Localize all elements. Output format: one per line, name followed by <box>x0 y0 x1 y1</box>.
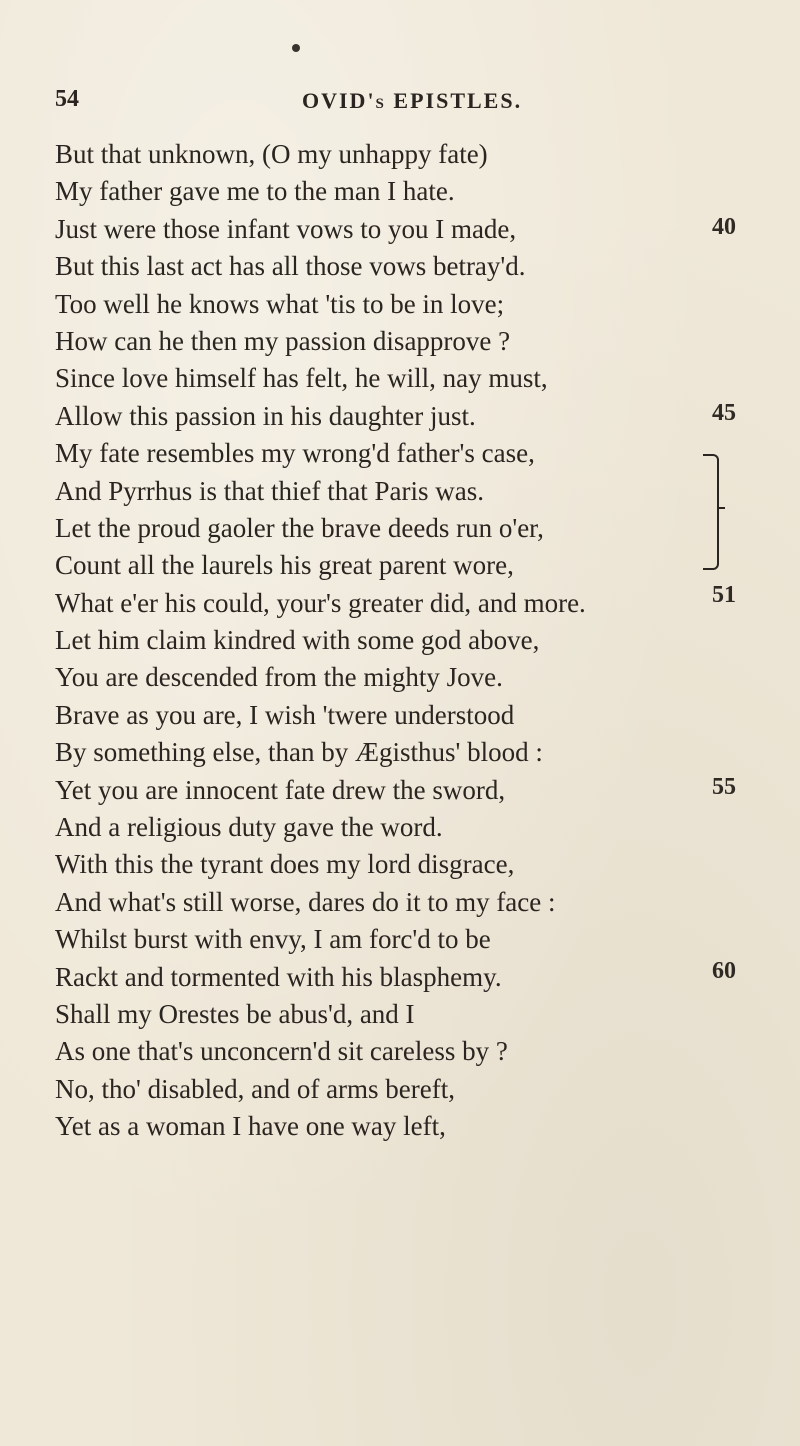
verse-line: With this the tyrant does my lord disgrace, <box>55 849 515 880</box>
verse-line: But this last act has all those vows betray'd. <box>55 251 526 282</box>
verse-line: And what's still worse, dares do it to my face : <box>55 886 556 917</box>
verse-line: You are descended from the mighty Jove. <box>55 662 503 693</box>
verse-line: Let the proud gaoler the brave deeds run o'er, <box>55 512 544 543</box>
verse-line: Rackt and tormented with his blasphemy. <box>55 961 502 992</box>
triplet-brace <box>703 454 719 570</box>
verse-line: Allow this passion in his daughter just. <box>55 400 476 431</box>
verse-line: Yet you are innocent fate drew the sword, <box>55 774 506 805</box>
line-number-60: 60 <box>712 958 736 984</box>
printer-mark-icon <box>292 44 300 52</box>
verse-line: Count all the laurels his great parent wore, <box>55 550 514 581</box>
page-header <box>55 86 695 120</box>
verse-line: As one that's unconcern'd sit careless by ? <box>55 1036 508 1067</box>
verse-line: Since love himself has felt, he will, nay must, <box>55 363 548 394</box>
verse-line: Shall my Orestes be abus'd, and I <box>55 998 415 1029</box>
verse-text <box>55 136 675 1146</box>
verse-line: How can he then my passion disapprove ? <box>55 325 511 356</box>
verse-line: What e'er his could, your's greater did, and more. <box>55 587 586 618</box>
verse-line: And Pyrrhus is that thief that Paris was. <box>55 475 484 506</box>
verse-line: But that unknown, (O my unhappy fate) <box>55 139 488 169</box>
running-title: OVID's EPISTLES. <box>302 88 523 113</box>
line-number-45: 45 <box>712 400 736 426</box>
verse-line: Yet as a woman I have one way left, <box>55 1111 446 1142</box>
verse-line: Just were those infant vows to you I made, <box>55 213 517 244</box>
triplet-brace-point <box>717 507 725 509</box>
line-number-51: 51 <box>712 582 736 608</box>
page-number: 54 <box>55 86 79 112</box>
line-number-40: 40 <box>712 214 736 240</box>
verse-line: By something else, than by Ægisthus' blood : <box>55 737 543 768</box>
verse-line: My fate resembles my wrong'd father's case, <box>55 438 535 469</box>
verse-line: No, tho' disabled, and of arms bereft, <box>55 1073 456 1104</box>
verse-line: Brave as you are, I wish 'twere understood <box>55 699 515 730</box>
verse-line: Too well he knows what 'tis to be in love; <box>55 288 505 319</box>
verse-line: My father gave me to the man I hate. <box>55 176 455 207</box>
verse-line: Let him claim kindred with some god above, <box>55 625 540 656</box>
verse-line: Whilst burst with envy, I am forc'd to be <box>55 924 491 955</box>
line-number-55: 55 <box>712 774 736 800</box>
verse-line: And a religious duty gave the word. <box>55 812 443 843</box>
